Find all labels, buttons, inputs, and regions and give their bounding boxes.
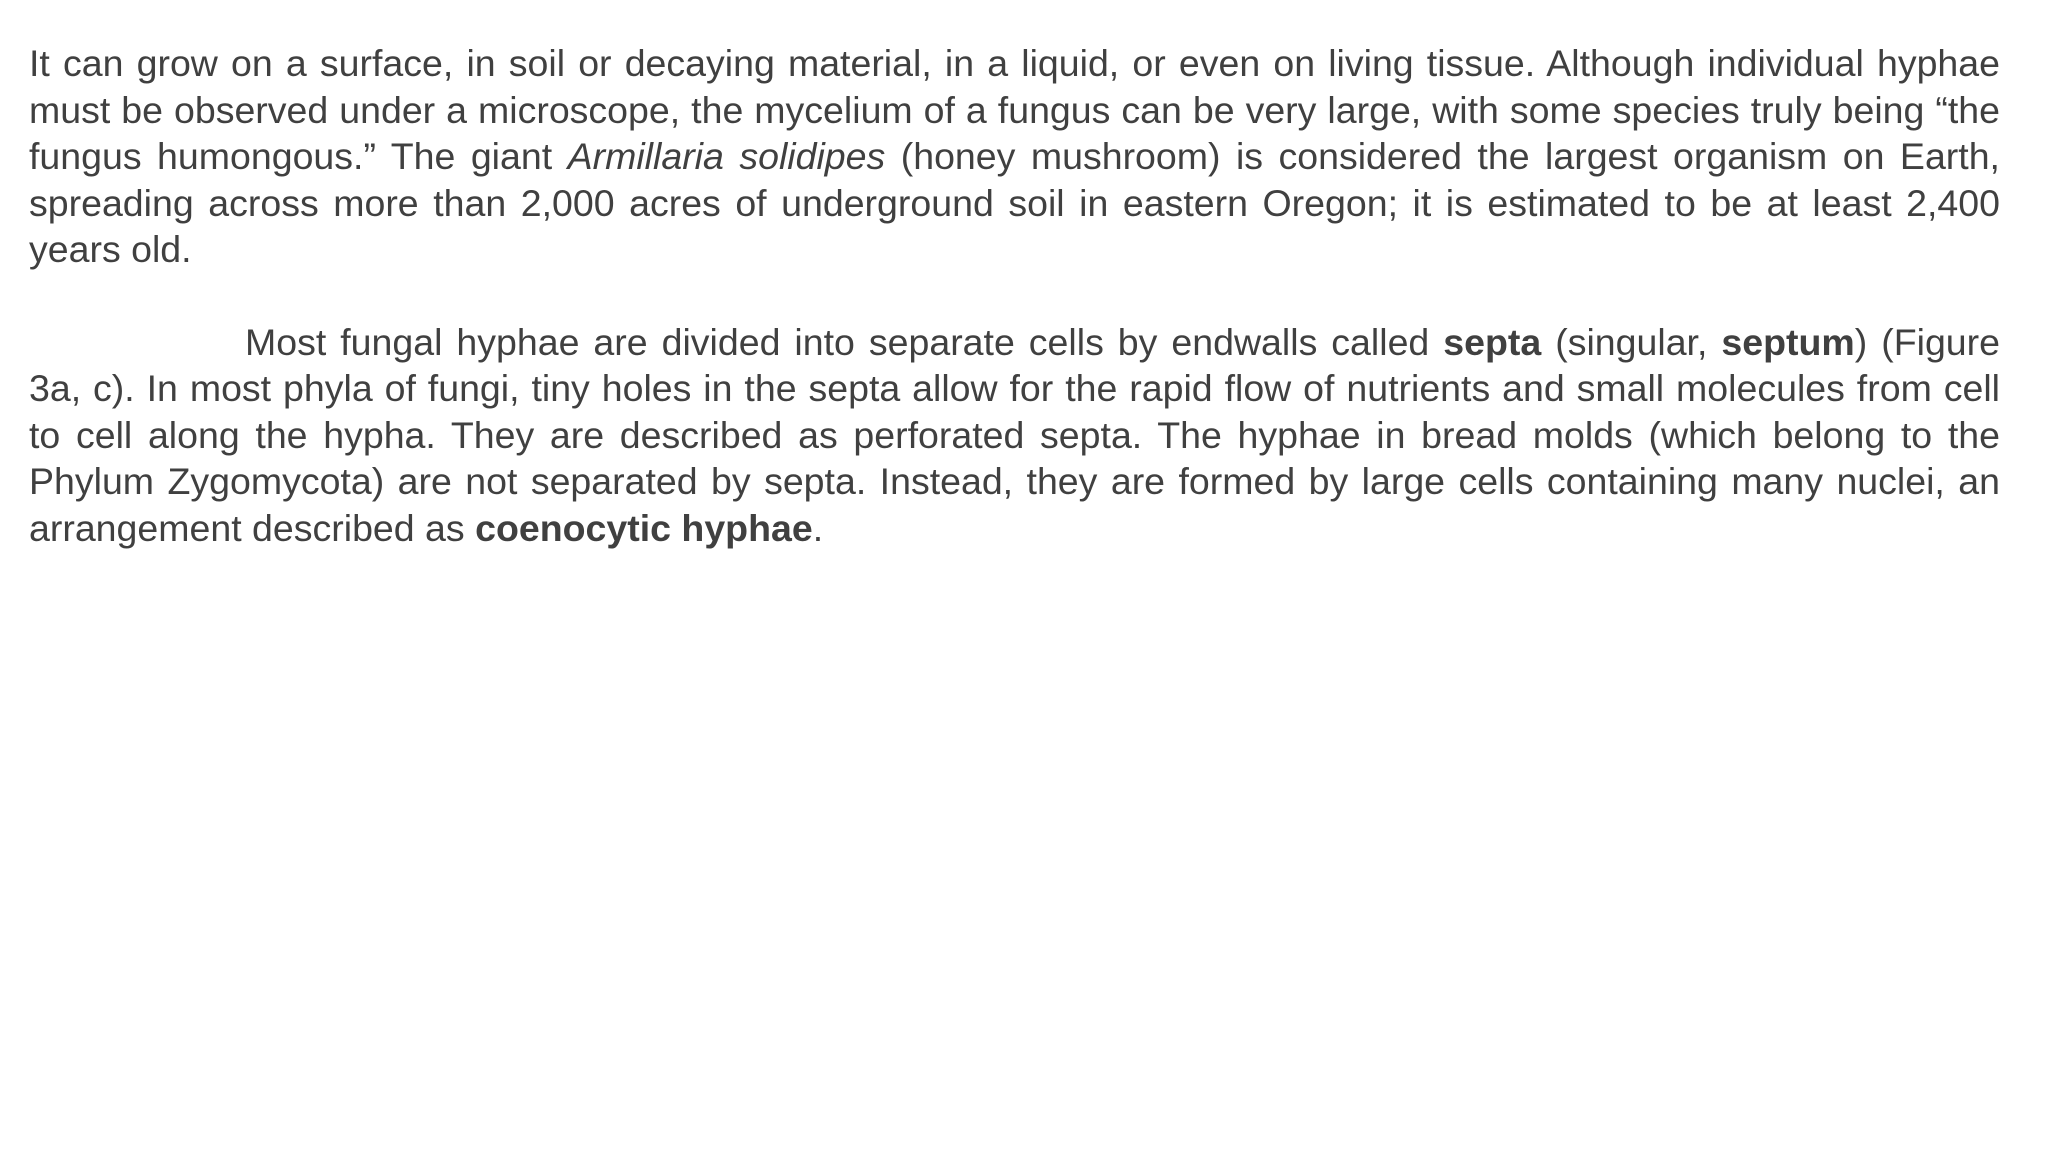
term-septum: septum [1721, 320, 1855, 363]
paragraph-2-text-3: ) (Figure 3a, c). In most phyla of fungi, tiny holes in the septa allow for the rapid flow of nutrients and small molecules from cell to cell along the hypha. They are described as perforated septa. The hyphae in bread molds (which belong to the Phylum Zygomycota) are not separated by septa. Instead, they are formed by large cells containing many nuclei, an arrangement described as [29, 320, 2001, 549]
paragraph-1-text-end: (honey mushroom) is considered the largest organism on Earth, spreading across more than 2,000 acres of underground soil in eastern Oregon; it is estimated to be at least 2,400 years old. [29, 135, 2000, 270]
species-name-italic: Armillaria solidipes [567, 135, 886, 177]
paragraph-2-text-2: (singular, [1541, 320, 1722, 363]
paragraph-2-text-1: Most fungal hyphae are divided into separate cells by endwalls called [245, 320, 1444, 363]
paragraph-fungus-size [29, 40, 2000, 273]
term-coenocytic-hyphae: coenocytic hyphae [475, 506, 813, 549]
paragraph-1-text-start: It can grow on a surface, in soil or decaying material, in a liquid, or even on living tissue. Although individual hyphae must be observed under a microscope, the mycelium of a fungus can be very large, with some species truly being “the fungus humongous.” The giant [29, 42, 2000, 177]
term-septa: septa [1443, 320, 1542, 363]
paragraph-2-text-4: . [812, 506, 824, 549]
paragraph-septa [29, 319, 2000, 552]
